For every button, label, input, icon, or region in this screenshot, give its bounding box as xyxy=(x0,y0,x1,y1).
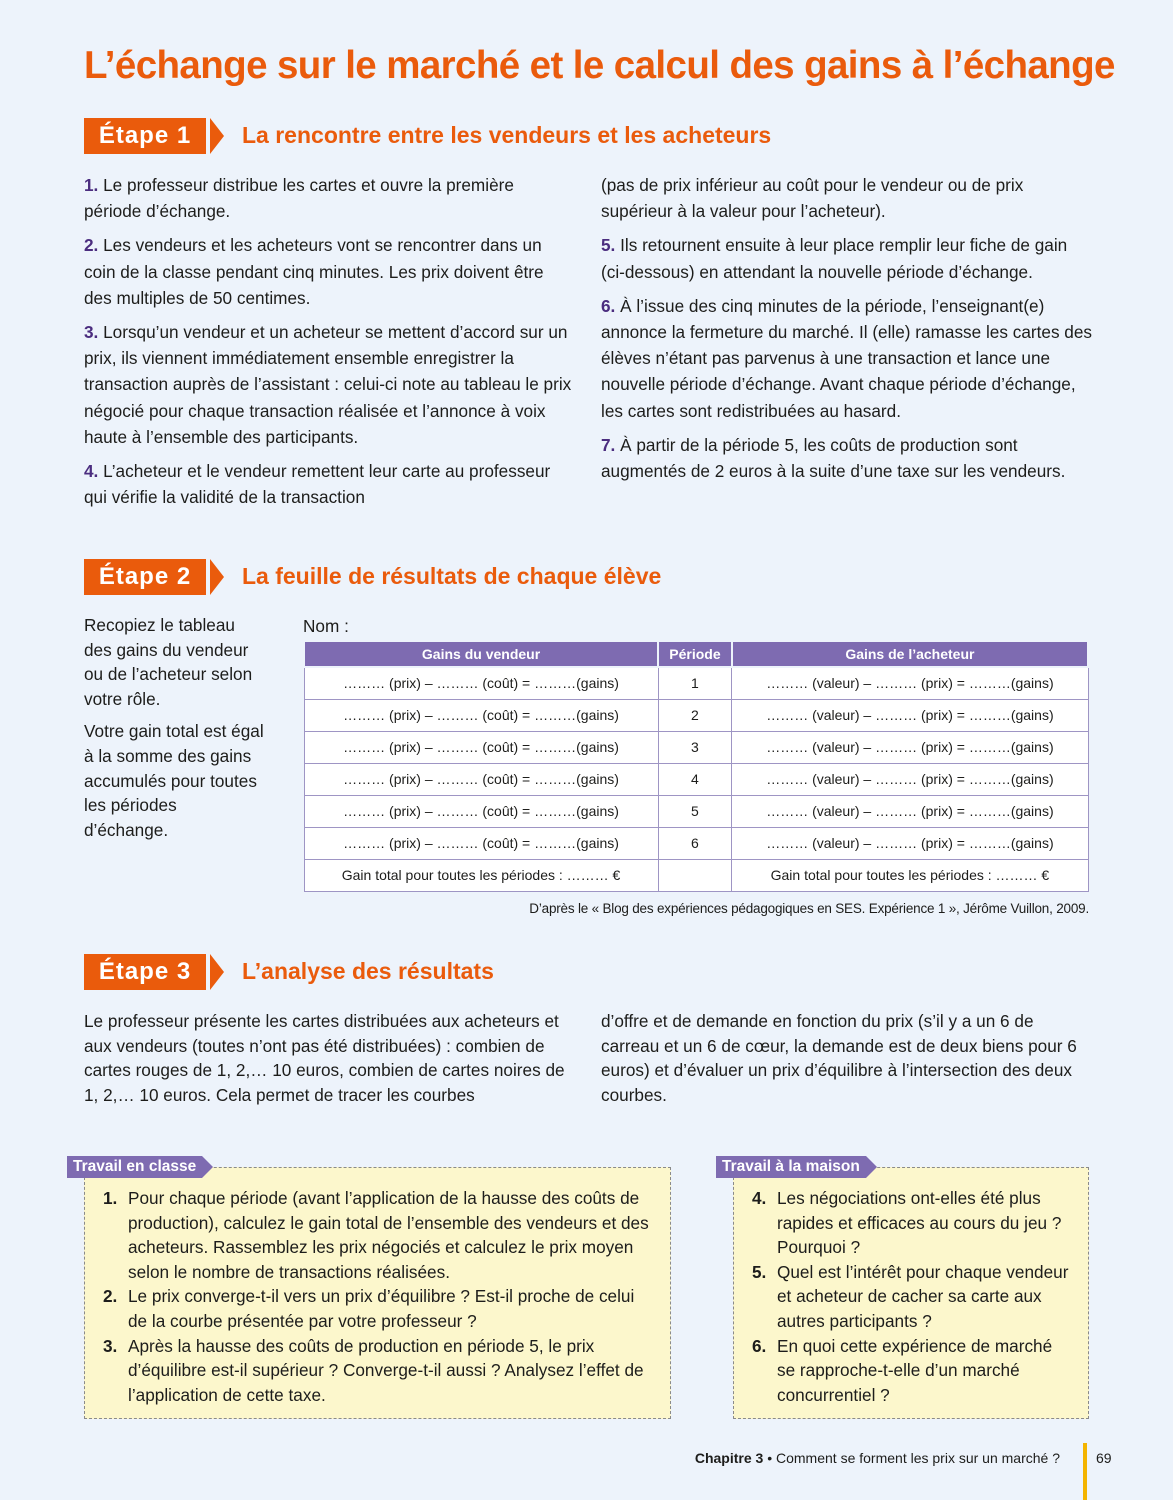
step3-header xyxy=(84,954,1094,994)
step2-instruction-1: Recopiez le tableau des gains du vendeur ou de l’acheteur selon votre rôle. xyxy=(84,615,253,709)
seller-gain-cell: ……… (prix) – ……… (coût) = ………(gains) xyxy=(304,795,658,827)
seller-gain-cell: ……… (prix) – ……… (coût) = ………(gains) xyxy=(304,763,658,795)
table-total-row xyxy=(304,859,1088,891)
footer-divider xyxy=(1083,1443,1087,1500)
period-cell: 1 xyxy=(658,667,732,699)
step1-header xyxy=(84,118,1094,158)
name-label: Nom : xyxy=(303,616,349,636)
step3-title: L’analyse des résultats xyxy=(242,958,494,984)
step1-item-7: 7. À partir de la période 5, les coûts de production sont augmentés de 2 euros à la suite d’une taxe sur les vendeurs. xyxy=(601,434,1066,482)
seller-gain-cell: ……… (prix) – ……… (coût) = ………(gains) xyxy=(304,667,658,699)
table-row xyxy=(304,731,1088,763)
step1-left-column xyxy=(84,172,572,518)
header-period: Période xyxy=(658,641,732,667)
step1-tag: Étape 1 xyxy=(84,118,206,154)
step3-arrow-icon xyxy=(210,954,224,990)
period-cell: 5 xyxy=(658,795,732,827)
table-header-row xyxy=(304,641,1088,667)
step1-item-4: 4. L’acheteur et le vendeur remettent leur carte au professeur qui vérifie la validité de la transaction xyxy=(84,461,551,508)
page-title: L’échange sur le marché et le calcul des gains à l’échange xyxy=(84,44,1115,87)
list-item: 3. Après la hausse des coûts de production en période 5, le prix d’équilibre est-il supérieur ? Converge-t-il aussi ? Analysez l’effet de l’application de cette taxe. xyxy=(103,1335,644,1405)
list-item: 1. Pour chaque période (avant l’application de la hausse des coûts de production), calculez le gain total de l’ensemble des vendeurs et des acheteurs. Rassemblez les prix négociés et calculez le prix moyen selon le nombre de transactions réalisées. xyxy=(103,1188,649,1282)
homework-label: Travail à la maison xyxy=(716,1156,866,1178)
footer-separator: • xyxy=(763,1450,776,1466)
step1-item-4-continued: (pas de prix inférieur au coût pour le vendeur ou de prix supérieur à la valeur pour l’acheteur). xyxy=(601,175,1024,222)
footer-chapter: Chapitre 3 xyxy=(694,1450,764,1466)
header-buyer-gains: Gains de l’acheteur xyxy=(732,641,1088,667)
classwork-label: Travail en classe xyxy=(67,1156,202,1178)
list-item: 2. Le prix converge-t-il vers un prix d’équilibre ? Est-il proche de celui de la courbe présentée par votre professeur ? xyxy=(103,1286,635,1331)
step2-instruction-2: Votre gain total est égal à la somme des gains accumulés pour toutes les périodes d’échange. xyxy=(84,721,264,840)
step2-arrow-icon xyxy=(210,559,224,595)
buyer-gain-cell: ……… (valeur) – ……… (prix) = ………(gains) xyxy=(732,731,1088,763)
step2-header xyxy=(84,559,1094,599)
step1-item-6: 6. À l’issue des cinq minutes de la période, l’enseignant(e) annonce la fermeture du marché. Il (elle) ramasse les cartes des élèves n’étant pas parvenus à une transaction et lance une nouvelle période d’échange. Avant chaque période d’échange, les cartes sont redistribuées au hasard. xyxy=(601,295,1093,421)
table-row xyxy=(304,795,1088,827)
step1-item-2: 2. Les vendeurs et les acheteurs vont se rencontrer dans un coin de la classe pendant cinq minutes. Les prix doivent être des multiples de 50 centimes. xyxy=(84,235,544,308)
classwork-list xyxy=(103,1186,650,1407)
seller-total-cell: Gain total pour toutes les périodes : ……… € xyxy=(304,859,658,891)
source-citation: D’après le « Blog des expériences pédagogiques en SES. Expérience 1 », Jérôme Vuillon, 2009. xyxy=(529,901,1089,916)
header-seller-gains: Gains du vendeur xyxy=(304,641,658,667)
step1-item-1: 1. Le professeur distribue les cartes et ouvre la première période d’échange. xyxy=(84,175,514,222)
buyer-gain-cell: ……… (valeur) – ……… (prix) = ………(gains) xyxy=(732,699,1088,731)
homework-box xyxy=(722,1158,1089,1419)
step3-right-text: d’offre et de demande en fonction du prix (s’il y a un 6 de carreau et un 6 de cœur, la demande est de deux biens pour 6 euros) et d’évaluer un prix d’équilibre à l’intersection des deux courbes. xyxy=(601,1011,1077,1105)
classwork-box xyxy=(73,1158,671,1419)
page-number: 69 xyxy=(1096,1450,1112,1466)
footer xyxy=(600,1450,1060,1466)
step2-title: La feuille de résultats de chaque élève xyxy=(242,563,662,589)
step1-item-3: 3. Lorsqu’un vendeur et un acheteur se mettent d’accord sur un prix, ils viennent immédiatement ensemble enregistrer la transaction auprès de l’assistant : celui-ci note au tableau le prix négocié pour chaque transaction réalisée et l’annonce à voix haute à l’ensemble des participants. xyxy=(84,322,572,447)
table-row xyxy=(304,827,1088,859)
step1-arrow-icon xyxy=(210,118,224,154)
step1-title: La rencontre entre les vendeurs et les acheteurs xyxy=(242,122,772,148)
buyer-total-cell: Gain total pour toutes les périodes : ……… € xyxy=(732,859,1088,891)
step3-tag: Étape 3 xyxy=(84,954,206,990)
table-row xyxy=(304,763,1088,795)
step1-item-5: 5. Ils retournent ensuite à leur place remplir leur fiche de gain (ci-dessous) en attendant la nouvelle période d’échange. xyxy=(601,235,1068,282)
footer-question: Comment se forment les prix sur un marché ? xyxy=(776,1450,1060,1466)
buyer-gain-cell: ……… (valeur) – ……… (prix) = ………(gains) xyxy=(732,827,1088,859)
buyer-gain-cell: ……… (valeur) – ……… (prix) = ………(gains) xyxy=(732,763,1088,795)
seller-gain-cell: ……… (prix) – ……… (coût) = ………(gains) xyxy=(304,827,658,859)
period-total-cell xyxy=(658,859,732,891)
table-row xyxy=(304,699,1088,731)
list-item: 5. Quel est l’intérêt pour chaque vendeur et acheteur de cacher sa carte aux autres participants ? xyxy=(752,1261,1069,1331)
period-cell: 3 xyxy=(658,731,732,763)
seller-gain-cell: ……… (prix) – ……… (coût) = ………(gains) xyxy=(304,731,658,763)
period-cell: 2 xyxy=(658,699,732,731)
period-cell: 6 xyxy=(658,827,732,859)
step1-right-column xyxy=(601,172,1093,492)
step2-instructions xyxy=(84,613,264,850)
results-table xyxy=(303,640,1089,892)
period-cell: 4 xyxy=(658,763,732,795)
step2-tag: Étape 2 xyxy=(84,559,206,595)
list-item: 6. En quoi cette expérience de marché se rapproche-t-elle d’un marché concurrentiel ? xyxy=(752,1335,1053,1405)
seller-gain-cell: ……… (prix) – ……… (coût) = ………(gains) xyxy=(304,699,658,731)
list-item: 4. Les négociations ont-elles été plus rapides et efficaces au cours du jeu ? Pourquoi ? xyxy=(752,1188,1062,1258)
homework-list xyxy=(752,1186,1070,1407)
step3-left-text: Le professeur présente les cartes distribuées aux acheteurs et aux vendeurs (toutes n’ont pas été distribuées) : combien de cartes rouges de 1, 2,… 10 euros, combien de cartes noires de 1, 2,… 10 euros. Cela permet de tracer les courbes xyxy=(84,1011,565,1105)
buyer-gain-cell: ……… (valeur) – ……… (prix) = ………(gains) xyxy=(732,667,1088,699)
buyer-gain-cell: ……… (valeur) – ……… (prix) = ………(gains) xyxy=(732,795,1088,827)
table-row xyxy=(304,667,1088,699)
